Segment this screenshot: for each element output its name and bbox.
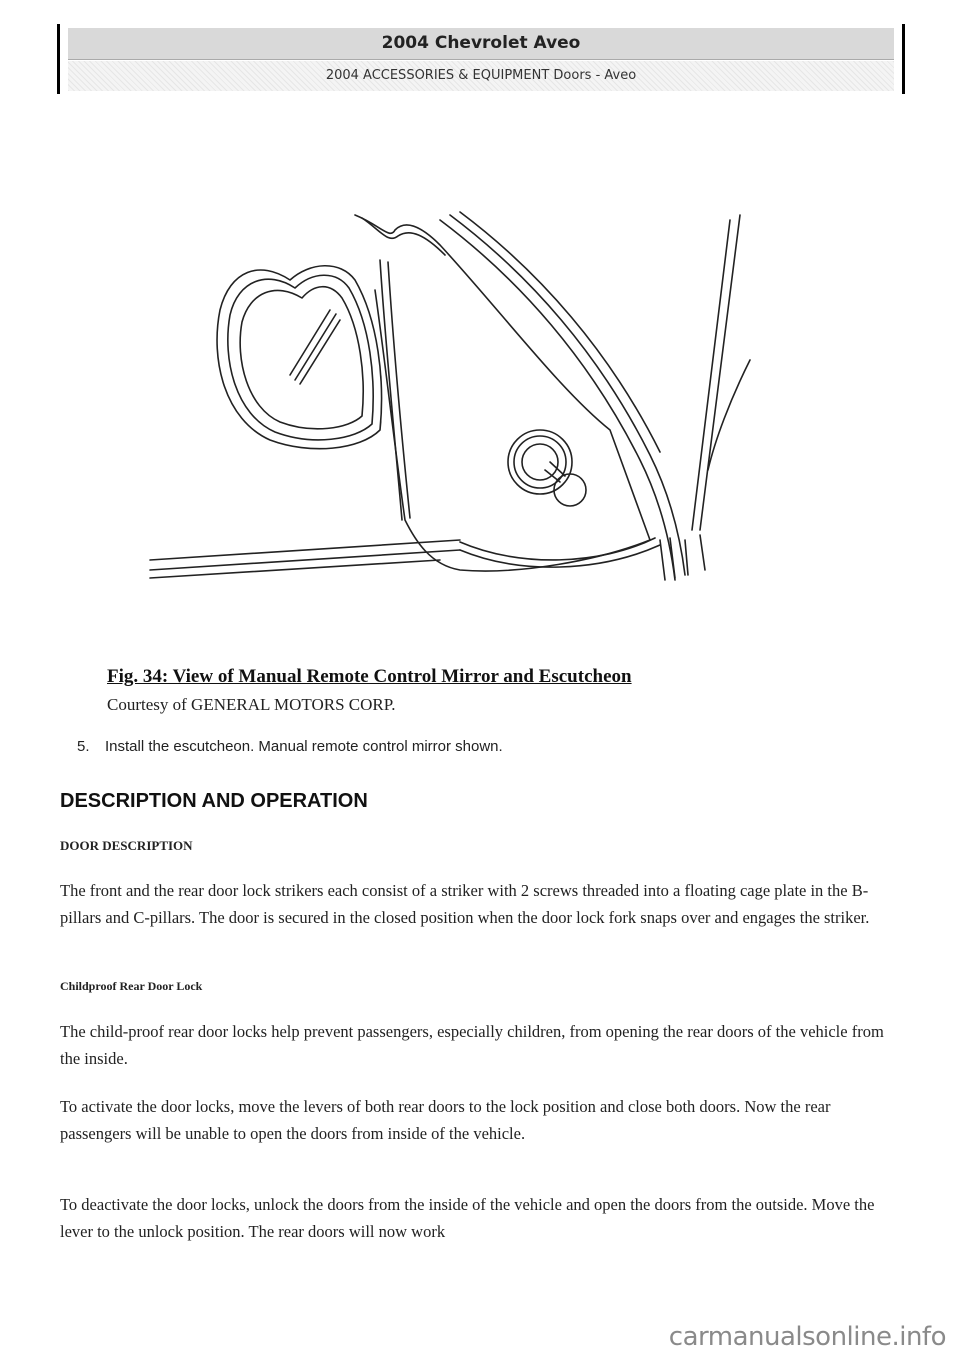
document-title: 2004 Chevrolet Aveo [68,28,894,60]
page-header [57,24,905,94]
figure-caption: Fig. 34: View of Manual Remote Control Mirror and Escutcheon [107,666,632,687]
childproof-heading: Childproof Rear Door Lock [60,979,203,993]
childproof-paragraph-2: To activate the door locks, move the levers of both rear doors to the lock position and close both doors. Now the rear passengers will be unable to open the doors from inside of the vehicle. [60,1097,831,1143]
figure-courtesy: Courtesy of GENERAL MOTORS CORP. [107,695,396,714]
section-heading: DESCRIPTION AND OPERATION [60,790,368,812]
document-subtitle: 2004 ACCESSORIES & EQUIPMENT Doors - Aveo [68,61,894,91]
door-description-heading: DOOR DESCRIPTION [60,838,193,853]
childproof-paragraph-3: To deactivate the door locks, unlock the doors from the inside of the vehicle and open the doors from the outside. Move the lever to the unlock position. The rear doors will now work [60,1195,875,1241]
site-watermark: carmanualsonline.info [668,1322,946,1352]
mirror-illustration [140,200,780,600]
step-number: 5. [77,738,90,755]
step-text: Install the escutcheon. Manual remote control mirror shown. [105,738,503,755]
door-description-text: The front and the rear door lock strikers each consist of a striker with 2 screws threaded into a floating cage plate in the B-pillars and C-pillars. The door is secured in the closed position when the door lock fork snaps over and engages the striker. [60,881,870,927]
procedure-step [77,738,503,755]
childproof-paragraph-1: The child-proof rear door locks help prevent passengers, especially children, from opening the rear doors of the vehicle from the inside. [60,1022,884,1068]
